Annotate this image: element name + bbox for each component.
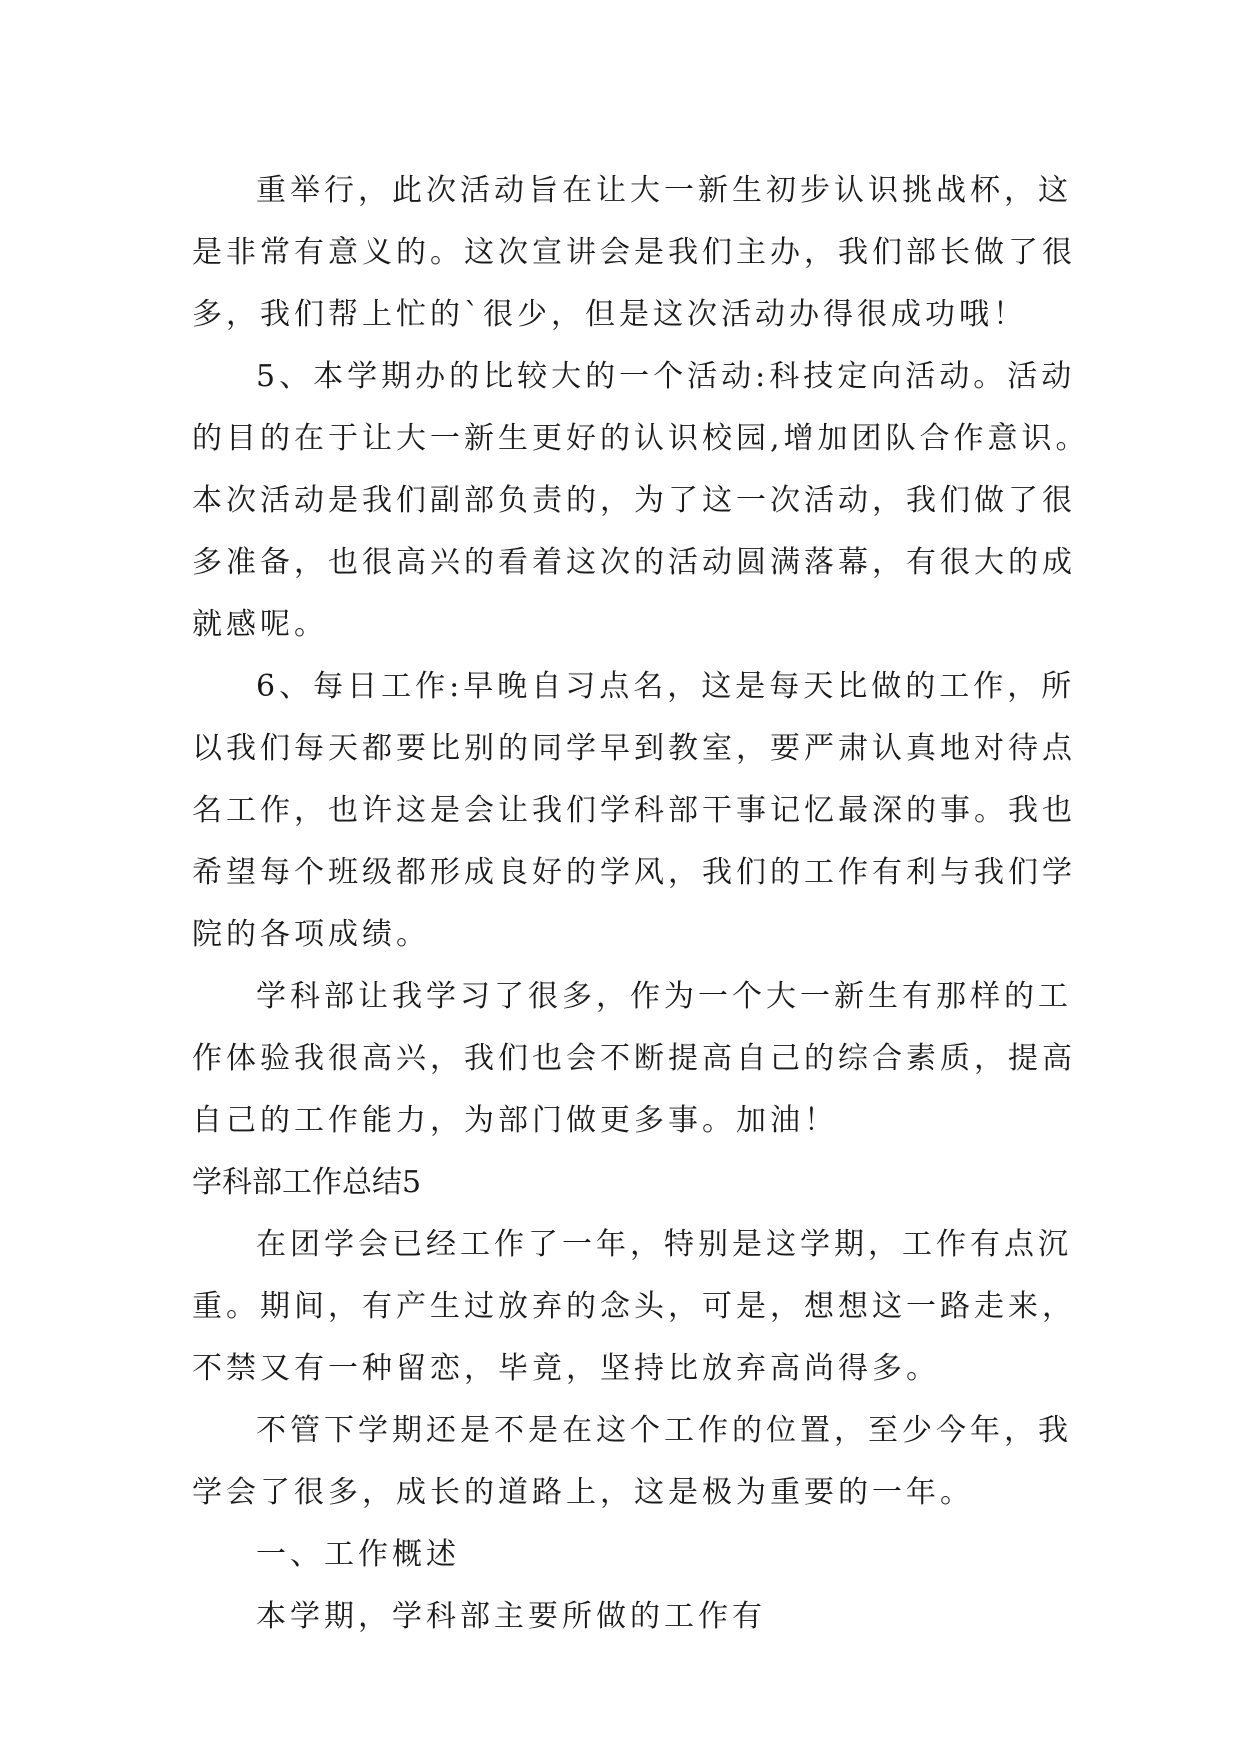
paragraph-line: 院的各项成绩。 (192, 917, 430, 952)
paragraph-line: 自己的工作能力，为部门做更多事。加油！ (192, 1103, 838, 1138)
paragraph-line: 的目的在于让大一新生更好的认识校园,增加团队合作意识。 (192, 421, 1090, 456)
paragraph-line: 学科部让我学习了很多，作为一个大一新生有那样的工 (256, 979, 1072, 1014)
document-body (192, 160, 1090, 1648)
section-heading: 学科部工作总结5 (192, 1165, 422, 1200)
paragraph-line: 本次活动是我们副部负责的，为了这一次活动，我们做了很 (192, 483, 1076, 518)
paragraph-line: 不管下学期还是不是在这个工作的位置，至少今年，我 (256, 1413, 1072, 1448)
paragraph-line: 作体验我很高兴，我们也会不断提高自己的综合素质，提高 (192, 1041, 1076, 1076)
paragraph-line: 重举行，此次活动旨在让大一新生初步认识挑战杯，这 (256, 173, 1072, 208)
paragraph-line: 就感呢。 (192, 607, 328, 642)
paragraph-line: 以我们每天都要比别的同学早到教室，要严肃认真地对待点 (192, 731, 1076, 766)
subsection-heading: 一、工作概述 (256, 1537, 460, 1572)
paragraph-line: 不禁又有一种留恋，毕竟，坚持比放弃高尚得多。 (192, 1351, 940, 1386)
paragraph-line: 学会了很多，成长的道路上，这是极为重要的一年。 (192, 1475, 974, 1510)
paragraph-line: 希望每个班级都形成良好的学风，我们的工作有利与我们学 (192, 855, 1076, 890)
paragraph-line: 5、本学期办的比较大的一个活动:科技定向活动。活动 (256, 359, 1076, 394)
paragraph-line: 是非常有意义的。这次宣讲会是我们主办，我们部长做了很 (192, 235, 1076, 270)
paragraph-line: 本学期，学科部主要所做的工作有 (256, 1599, 766, 1634)
paragraph-line: 在团学会已经工作了一年，特别是这学期，工作有点沉 (256, 1227, 1072, 1262)
paragraph-line: 名工作，也许这是会让我们学科部干事记忆最深的事。我也 (192, 793, 1076, 828)
paragraph-line: 6、每日工作:早晚自习点名，这是每天比做的工作，所 (256, 669, 1076, 704)
paragraph-line: 重。期间，有产生过放弃的念头，可是，想想这一路走来， (192, 1289, 1076, 1324)
paragraph-line: 多，我们帮上忙的`很少，但是这次活动办得很成功哦！ (192, 297, 1027, 332)
paragraph-line: 多准备，也很高兴的看着这次的活动圆满落幕，有很大的成 (192, 545, 1076, 580)
